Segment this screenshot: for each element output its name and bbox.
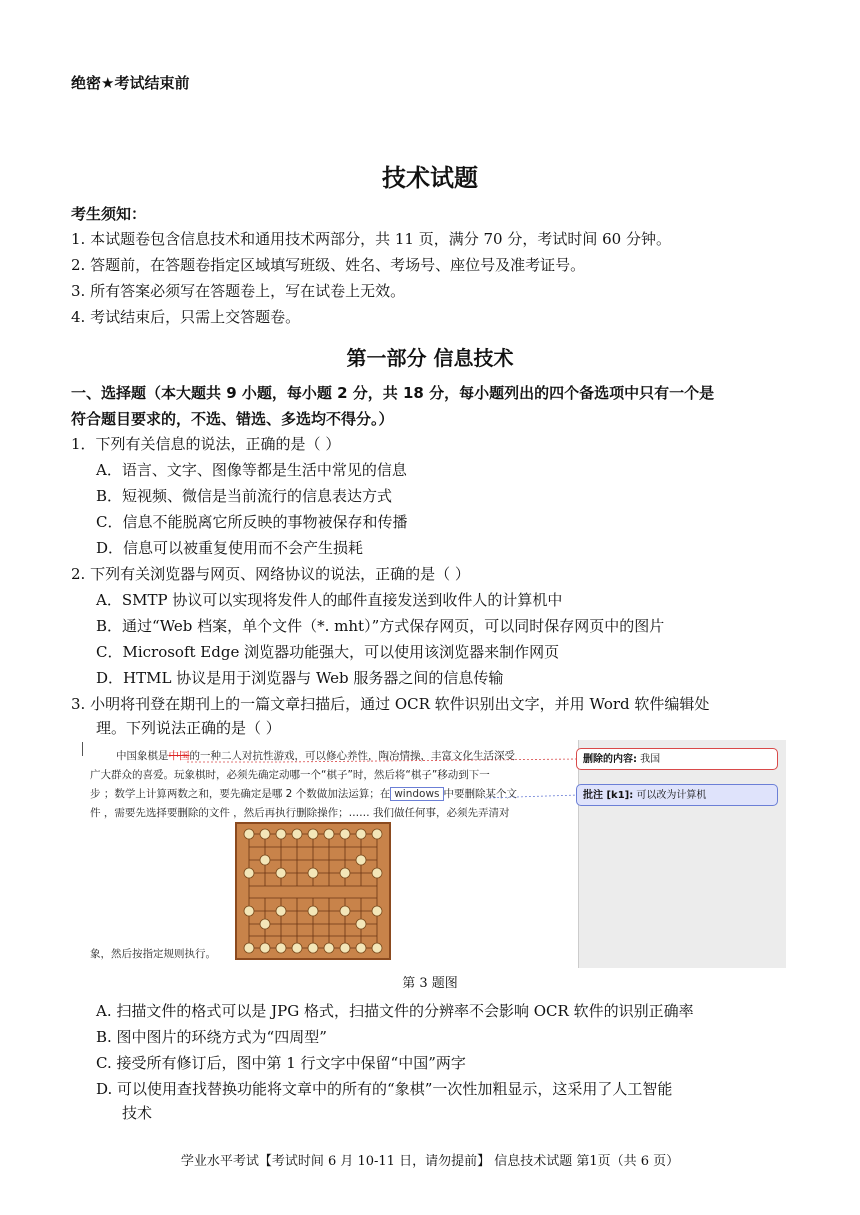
q1-option-a: A．语言、文字、图像等都是生活中常见的信息 xyxy=(96,461,407,479)
figure-text-line: 件 ，需要先选择要删除的文件 ，然后再执行删除操作；…… 我们做任何事，必须先弄清对 xyxy=(90,807,510,819)
comment-balloon: 批注 [k1]: 可以改为计算机 xyxy=(576,784,778,806)
q1-option-d: D．信息可以被重复使用而不会产生损耗 xyxy=(96,539,364,557)
confidential-label: 绝密★考试结束前 xyxy=(71,74,190,92)
q1-option-c: C．信息不能脱离它所反映的事物被保存和传播 xyxy=(96,513,408,531)
q2-option-a: A．SMTP 协议可以实现将发件人的邮件直接发送到收件人的计算机中 xyxy=(96,591,563,609)
q3-option-c: C. 接受所有修订后，图中第 1 行文字中保留“中国”两字 xyxy=(96,1054,466,1072)
page-title: 技术试题 xyxy=(382,163,478,192)
deletion-balloon: 删除的内容: 我国 xyxy=(576,748,778,770)
q3-option-d: D. 可以使用查找替换功能将文章中的所有的“象棋”一次性加粗显示，这采用了人工智能 xyxy=(96,1080,673,1098)
page-footer: 学业水平考试【考试时间 6 月 10-11 日，请勿提前】 信息技术试题 第1页（共 6 页） xyxy=(180,1154,680,1169)
figure-text-line: 象，然后按指定规则执行。 xyxy=(90,948,216,960)
figure-document-area xyxy=(80,740,578,968)
q3-option-b: B. 图中图片的环绕方式为“四周型” xyxy=(96,1028,327,1046)
figure-text-line: 广大群众的喜爱。玩象棋时，必须先确定动哪一个“棋子”时，然后将“棋子”移动到下一 xyxy=(90,769,490,781)
section-heading xyxy=(71,380,801,432)
notice-item: 2. 答题前，在答题卷指定区域填写班级、姓名、考场号、座位号及准考证号。 xyxy=(71,256,586,274)
q2-option-c: C．Microsoft Edge 浏览器功能强大，可以使用该浏览器来制作网页 xyxy=(96,643,560,661)
q3-option-a: A. 扫描文件的格式可以是 JPG 格式，扫描文件的分辨率不会影响 OCR 软件的识别正确率 xyxy=(96,1002,694,1020)
figure-caption: 第 3 题图 xyxy=(402,976,458,991)
q3-figure xyxy=(80,740,785,968)
question-1-stem: 1．下列有关信息的说法，正确的是（ ） xyxy=(71,435,341,453)
section-heading-line: 一、选择题（本大题共 9 小题，每小题 2 分，共 18 分，每小题列出的四个备选项中只有一个是 xyxy=(71,384,715,402)
notice-heading: 考生须知： xyxy=(71,205,147,223)
q3-option-d-cont: 技术 xyxy=(122,1104,153,1122)
question-3-stem: 3. 小明将刊登在期刊上的一篇文章扫描后，通过 OCR 软件识别出文字，并用 Word 软件编辑处 xyxy=(71,695,710,713)
notice-item: 1. 本试题卷包含信息技术和通用技术两部分，共 11 页，满分 70 分，考试时间 60 分钟。 xyxy=(71,230,671,248)
part-title: 第一部分 信息技术 xyxy=(346,346,514,370)
question-3-stem-cont: 理。下列说法正确的是（ ） xyxy=(96,719,281,737)
section-heading-line: 符合题目要求的，不选、错选、多选均不得分。） xyxy=(71,410,394,428)
q1-option-b: B．短视频、微信是当前流行的信息表达方式 xyxy=(96,487,393,505)
figure-text-line: 中国象棋是中国的一种二人对抗性游戏，可以修心养性，陶冶情操，丰富文化生活深受 xyxy=(116,750,515,762)
q2-option-d: D．HTML 协议是用于浏览器与 Web 服务器之间的信息传输 xyxy=(96,669,504,687)
markup-pane xyxy=(578,740,786,968)
commented-text: windows xyxy=(390,787,443,801)
deleted-text: 中国 xyxy=(168,750,190,762)
question-2-stem: 2. 下列有关浏览器与网页、网络协议的说法，正确的是（ ） xyxy=(71,565,470,583)
q2-option-b: B．通过“Web 档案，单个文件（*. mht）”方式保存网页，可以同时保存网页中的图片 xyxy=(96,617,665,635)
notice-item: 4. 考试结束后，只需上交答题卷。 xyxy=(71,308,301,326)
figure-text-line: 步 ；数学上计算两数之和，要先确定是哪 2 个数做加法运算；在 windows 中要删除某个文 xyxy=(90,788,518,800)
notice-item: 3. 所有答案必须写在答题卷上，写在试卷上无效。 xyxy=(71,282,406,300)
